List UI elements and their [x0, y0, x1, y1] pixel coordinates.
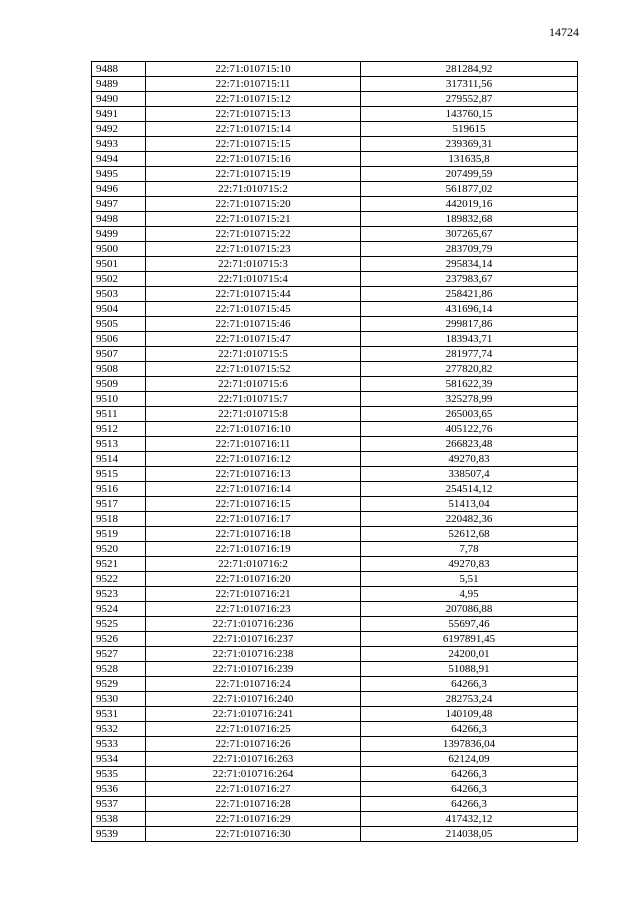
cadastral-number-cell: 22:71:010715:3	[146, 257, 361, 272]
table-row	[92, 287, 578, 302]
cadastral-number-cell: 22:71:010715:19	[146, 167, 361, 182]
table-row	[92, 212, 578, 227]
table-row	[92, 767, 578, 782]
table-row	[92, 182, 578, 197]
row-number-cell: 9507	[92, 347, 146, 362]
table-row	[92, 392, 578, 407]
table-row	[92, 677, 578, 692]
value-cell: 24200,01	[361, 647, 578, 662]
row-number-cell: 9518	[92, 512, 146, 527]
cadastral-number-cell: 22:71:010715:46	[146, 317, 361, 332]
cadastral-number-cell: 22:71:010716:264	[146, 767, 361, 782]
row-number-cell: 9516	[92, 482, 146, 497]
table-row	[92, 557, 578, 572]
value-cell: 277820,82	[361, 362, 578, 377]
table-row	[92, 572, 578, 587]
value-cell: 561877,02	[361, 182, 578, 197]
row-number-cell: 9501	[92, 257, 146, 272]
cadastral-number-cell: 22:71:010716:21	[146, 587, 361, 602]
value-cell: 51413,04	[361, 497, 578, 512]
table-row	[92, 722, 578, 737]
row-number-cell: 9494	[92, 152, 146, 167]
value-cell: 214038,05	[361, 827, 578, 842]
value-cell: 49270,83	[361, 452, 578, 467]
row-number-cell: 9502	[92, 272, 146, 287]
row-number-cell: 9488	[92, 62, 146, 77]
value-cell: 299817,86	[361, 317, 578, 332]
row-number-cell: 9525	[92, 617, 146, 632]
row-number-cell: 9536	[92, 782, 146, 797]
cadastral-number-cell: 22:71:010716:29	[146, 812, 361, 827]
cadastral-number-cell: 22:71:010716:26	[146, 737, 361, 752]
table-row	[92, 272, 578, 287]
cadastral-number-cell: 22:71:010715:21	[146, 212, 361, 227]
row-number-cell: 9538	[92, 812, 146, 827]
value-cell: 405122,76	[361, 422, 578, 437]
table-row	[92, 107, 578, 122]
value-cell: 220482,36	[361, 512, 578, 527]
table-row	[92, 707, 578, 722]
table-row	[92, 812, 578, 827]
row-number-cell: 9527	[92, 647, 146, 662]
value-cell: 266823,48	[361, 437, 578, 452]
row-number-cell: 9529	[92, 677, 146, 692]
value-cell: 295834,14	[361, 257, 578, 272]
row-number-cell: 9534	[92, 752, 146, 767]
table-row	[92, 452, 578, 467]
page-number: 14724	[549, 25, 579, 39]
value-cell: 519615	[361, 122, 578, 137]
cadastral-number-cell: 22:71:010715:11	[146, 77, 361, 92]
table-row	[92, 617, 578, 632]
cadastral-number-cell: 22:71:010716:24	[146, 677, 361, 692]
row-number-cell: 9531	[92, 707, 146, 722]
table-row	[92, 377, 578, 392]
cadastral-number-cell: 22:71:010716:17	[146, 512, 361, 527]
value-cell: 265003,65	[361, 407, 578, 422]
row-number-cell: 9504	[92, 302, 146, 317]
value-cell: 279552,87	[361, 92, 578, 107]
cadastral-number-cell: 22:71:010715:2	[146, 182, 361, 197]
row-number-cell: 9521	[92, 557, 146, 572]
value-cell: 131635,8	[361, 152, 578, 167]
row-number-cell: 9489	[92, 77, 146, 92]
row-number-cell: 9496	[92, 182, 146, 197]
row-number-cell: 9492	[92, 122, 146, 137]
table-row	[92, 437, 578, 452]
value-cell: 7,78	[361, 542, 578, 557]
value-cell: 55697,46	[361, 617, 578, 632]
cadastral-number-cell: 22:71:010716:2	[146, 557, 361, 572]
table-row	[92, 512, 578, 527]
table-row	[92, 692, 578, 707]
value-cell: 254514,12	[361, 482, 578, 497]
value-cell: 281284,92	[361, 62, 578, 77]
cadastral-number-cell: 22:71:010715:23	[146, 242, 361, 257]
table-row	[92, 407, 578, 422]
cadastral-number-cell: 22:71:010716:14	[146, 482, 361, 497]
row-number-cell: 9522	[92, 572, 146, 587]
value-cell: 338507,4	[361, 467, 578, 482]
table-row	[92, 827, 578, 842]
cadastral-number-cell: 22:71:010715:12	[146, 92, 361, 107]
value-cell: 52612,68	[361, 527, 578, 542]
cadastral-number-cell: 22:71:010715:20	[146, 197, 361, 212]
value-cell: 5,51	[361, 572, 578, 587]
row-number-cell: 9500	[92, 242, 146, 257]
row-number-cell: 9515	[92, 467, 146, 482]
cadastral-number-cell: 22:71:010715:15	[146, 137, 361, 152]
value-cell: 49270,83	[361, 557, 578, 572]
table-body	[92, 62, 578, 842]
table-row	[92, 227, 578, 242]
table-row	[92, 662, 578, 677]
cadastral-number-cell: 22:71:010715:47	[146, 332, 361, 347]
value-cell: 1397836,04	[361, 737, 578, 752]
value-cell: 239369,31	[361, 137, 578, 152]
value-cell: 581622,39	[361, 377, 578, 392]
row-number-cell: 9497	[92, 197, 146, 212]
row-number-cell: 9510	[92, 392, 146, 407]
value-cell: 307265,67	[361, 227, 578, 242]
cadastral-number-cell: 22:71:010715:13	[146, 107, 361, 122]
table-row	[92, 632, 578, 647]
row-number-cell: 9532	[92, 722, 146, 737]
row-number-cell: 9499	[92, 227, 146, 242]
cadastral-number-cell: 22:71:010715:16	[146, 152, 361, 167]
cadastral-number-cell: 22:71:010716:238	[146, 647, 361, 662]
value-cell: 283709,79	[361, 242, 578, 257]
table-row	[92, 77, 578, 92]
cadastral-number-cell: 22:71:010715:44	[146, 287, 361, 302]
table-row	[92, 362, 578, 377]
value-cell: 64266,3	[361, 797, 578, 812]
value-cell: 431696,14	[361, 302, 578, 317]
row-number-cell: 9498	[92, 212, 146, 227]
cadastre-table	[91, 61, 578, 842]
value-cell: 64266,3	[361, 782, 578, 797]
row-number-cell: 9490	[92, 92, 146, 107]
cadastral-number-cell: 22:71:010716:241	[146, 707, 361, 722]
table-row	[92, 602, 578, 617]
table-row	[92, 317, 578, 332]
cadastral-number-cell: 22:71:010715:22	[146, 227, 361, 242]
value-cell: 417432,12	[361, 812, 578, 827]
table-row	[92, 587, 578, 602]
row-number-cell: 9514	[92, 452, 146, 467]
cadastral-number-cell: 22:71:010716:15	[146, 497, 361, 512]
table-row	[92, 62, 578, 77]
table-row	[92, 497, 578, 512]
cadastral-number-cell: 22:71:010715:14	[146, 122, 361, 137]
cadastral-number-cell: 22:71:010716:20	[146, 572, 361, 587]
cadastral-number-cell: 22:71:010716:263	[146, 752, 361, 767]
table-row	[92, 752, 578, 767]
table-row	[92, 332, 578, 347]
cadastral-number-cell: 22:71:010715:5	[146, 347, 361, 362]
row-number-cell: 9530	[92, 692, 146, 707]
table-row	[92, 167, 578, 182]
cadastral-number-cell: 22:71:010716:23	[146, 602, 361, 617]
cadastral-number-cell: 22:71:010716:236	[146, 617, 361, 632]
table-row	[92, 242, 578, 257]
row-number-cell: 9503	[92, 287, 146, 302]
row-number-cell: 9528	[92, 662, 146, 677]
cadastral-number-cell: 22:71:010716:27	[146, 782, 361, 797]
cadastral-number-cell: 22:71:010716:11	[146, 437, 361, 452]
row-number-cell: 9506	[92, 332, 146, 347]
row-number-cell: 9523	[92, 587, 146, 602]
table-row	[92, 797, 578, 812]
row-number-cell: 9517	[92, 497, 146, 512]
table-row	[92, 527, 578, 542]
value-cell: 207086,88	[361, 602, 578, 617]
value-cell: 64266,3	[361, 767, 578, 782]
cadastral-number-cell: 22:71:010715:7	[146, 392, 361, 407]
cadastral-number-cell: 22:71:010716:13	[146, 467, 361, 482]
cadastral-number-cell: 22:71:010715:10	[146, 62, 361, 77]
row-number-cell: 9493	[92, 137, 146, 152]
value-cell: 183943,71	[361, 332, 578, 347]
value-cell: 258421,86	[361, 287, 578, 302]
row-number-cell: 9526	[92, 632, 146, 647]
value-cell: 143760,15	[361, 107, 578, 122]
cadastral-number-cell: 22:71:010715:45	[146, 302, 361, 317]
row-number-cell: 9533	[92, 737, 146, 752]
value-cell: 189832,68	[361, 212, 578, 227]
value-cell: 6197891,45	[361, 632, 578, 647]
table-row	[92, 122, 578, 137]
value-cell: 140109,48	[361, 707, 578, 722]
cadastral-number-cell: 22:71:010716:240	[146, 692, 361, 707]
row-number-cell: 9519	[92, 527, 146, 542]
value-cell: 237983,67	[361, 272, 578, 287]
value-cell: 64266,3	[361, 677, 578, 692]
table-row	[92, 422, 578, 437]
table-row	[92, 542, 578, 557]
table-row	[92, 92, 578, 107]
value-cell: 207499,59	[361, 167, 578, 182]
cadastral-number-cell: 22:71:010715:8	[146, 407, 361, 422]
cadastral-number-cell: 22:71:010715:6	[146, 377, 361, 392]
row-number-cell: 9513	[92, 437, 146, 452]
value-cell: 62124,09	[361, 752, 578, 767]
value-cell: 442019,16	[361, 197, 578, 212]
value-cell: 281977,74	[361, 347, 578, 362]
cadastral-number-cell: 22:71:010716:25	[146, 722, 361, 737]
table-row	[92, 137, 578, 152]
row-number-cell: 9508	[92, 362, 146, 377]
row-number-cell: 9524	[92, 602, 146, 617]
value-cell: 51088,91	[361, 662, 578, 677]
table-row	[92, 197, 578, 212]
table-row	[92, 782, 578, 797]
row-number-cell: 9511	[92, 407, 146, 422]
cadastral-number-cell: 22:71:010716:19	[146, 542, 361, 557]
cadastral-number-cell: 22:71:010716:18	[146, 527, 361, 542]
value-cell: 64266,3	[361, 722, 578, 737]
table-row	[92, 482, 578, 497]
row-number-cell: 9539	[92, 827, 146, 842]
row-number-cell: 9535	[92, 767, 146, 782]
row-number-cell: 9495	[92, 167, 146, 182]
cadastral-number-cell: 22:71:010716:237	[146, 632, 361, 647]
cadastral-number-cell: 22:71:010716:239	[146, 662, 361, 677]
row-number-cell: 9537	[92, 797, 146, 812]
cadastral-number-cell: 22:71:010716:10	[146, 422, 361, 437]
cadastral-number-cell: 22:71:010716:12	[146, 452, 361, 467]
value-cell: 4,95	[361, 587, 578, 602]
table-row	[92, 257, 578, 272]
row-number-cell: 9520	[92, 542, 146, 557]
table-row	[92, 467, 578, 482]
cadastral-number-cell: 22:71:010716:28	[146, 797, 361, 812]
cadastral-number-cell: 22:71:010716:30	[146, 827, 361, 842]
table-row	[92, 737, 578, 752]
row-number-cell: 9512	[92, 422, 146, 437]
table-row	[92, 347, 578, 362]
value-cell: 282753,24	[361, 692, 578, 707]
value-cell: 317311,56	[361, 77, 578, 92]
row-number-cell: 9505	[92, 317, 146, 332]
cadastral-number-cell: 22:71:010715:4	[146, 272, 361, 287]
table-row	[92, 152, 578, 167]
table-row	[92, 302, 578, 317]
table-row	[92, 647, 578, 662]
cadastral-number-cell: 22:71:010715:52	[146, 362, 361, 377]
row-number-cell: 9509	[92, 377, 146, 392]
value-cell: 325278,99	[361, 392, 578, 407]
row-number-cell: 9491	[92, 107, 146, 122]
